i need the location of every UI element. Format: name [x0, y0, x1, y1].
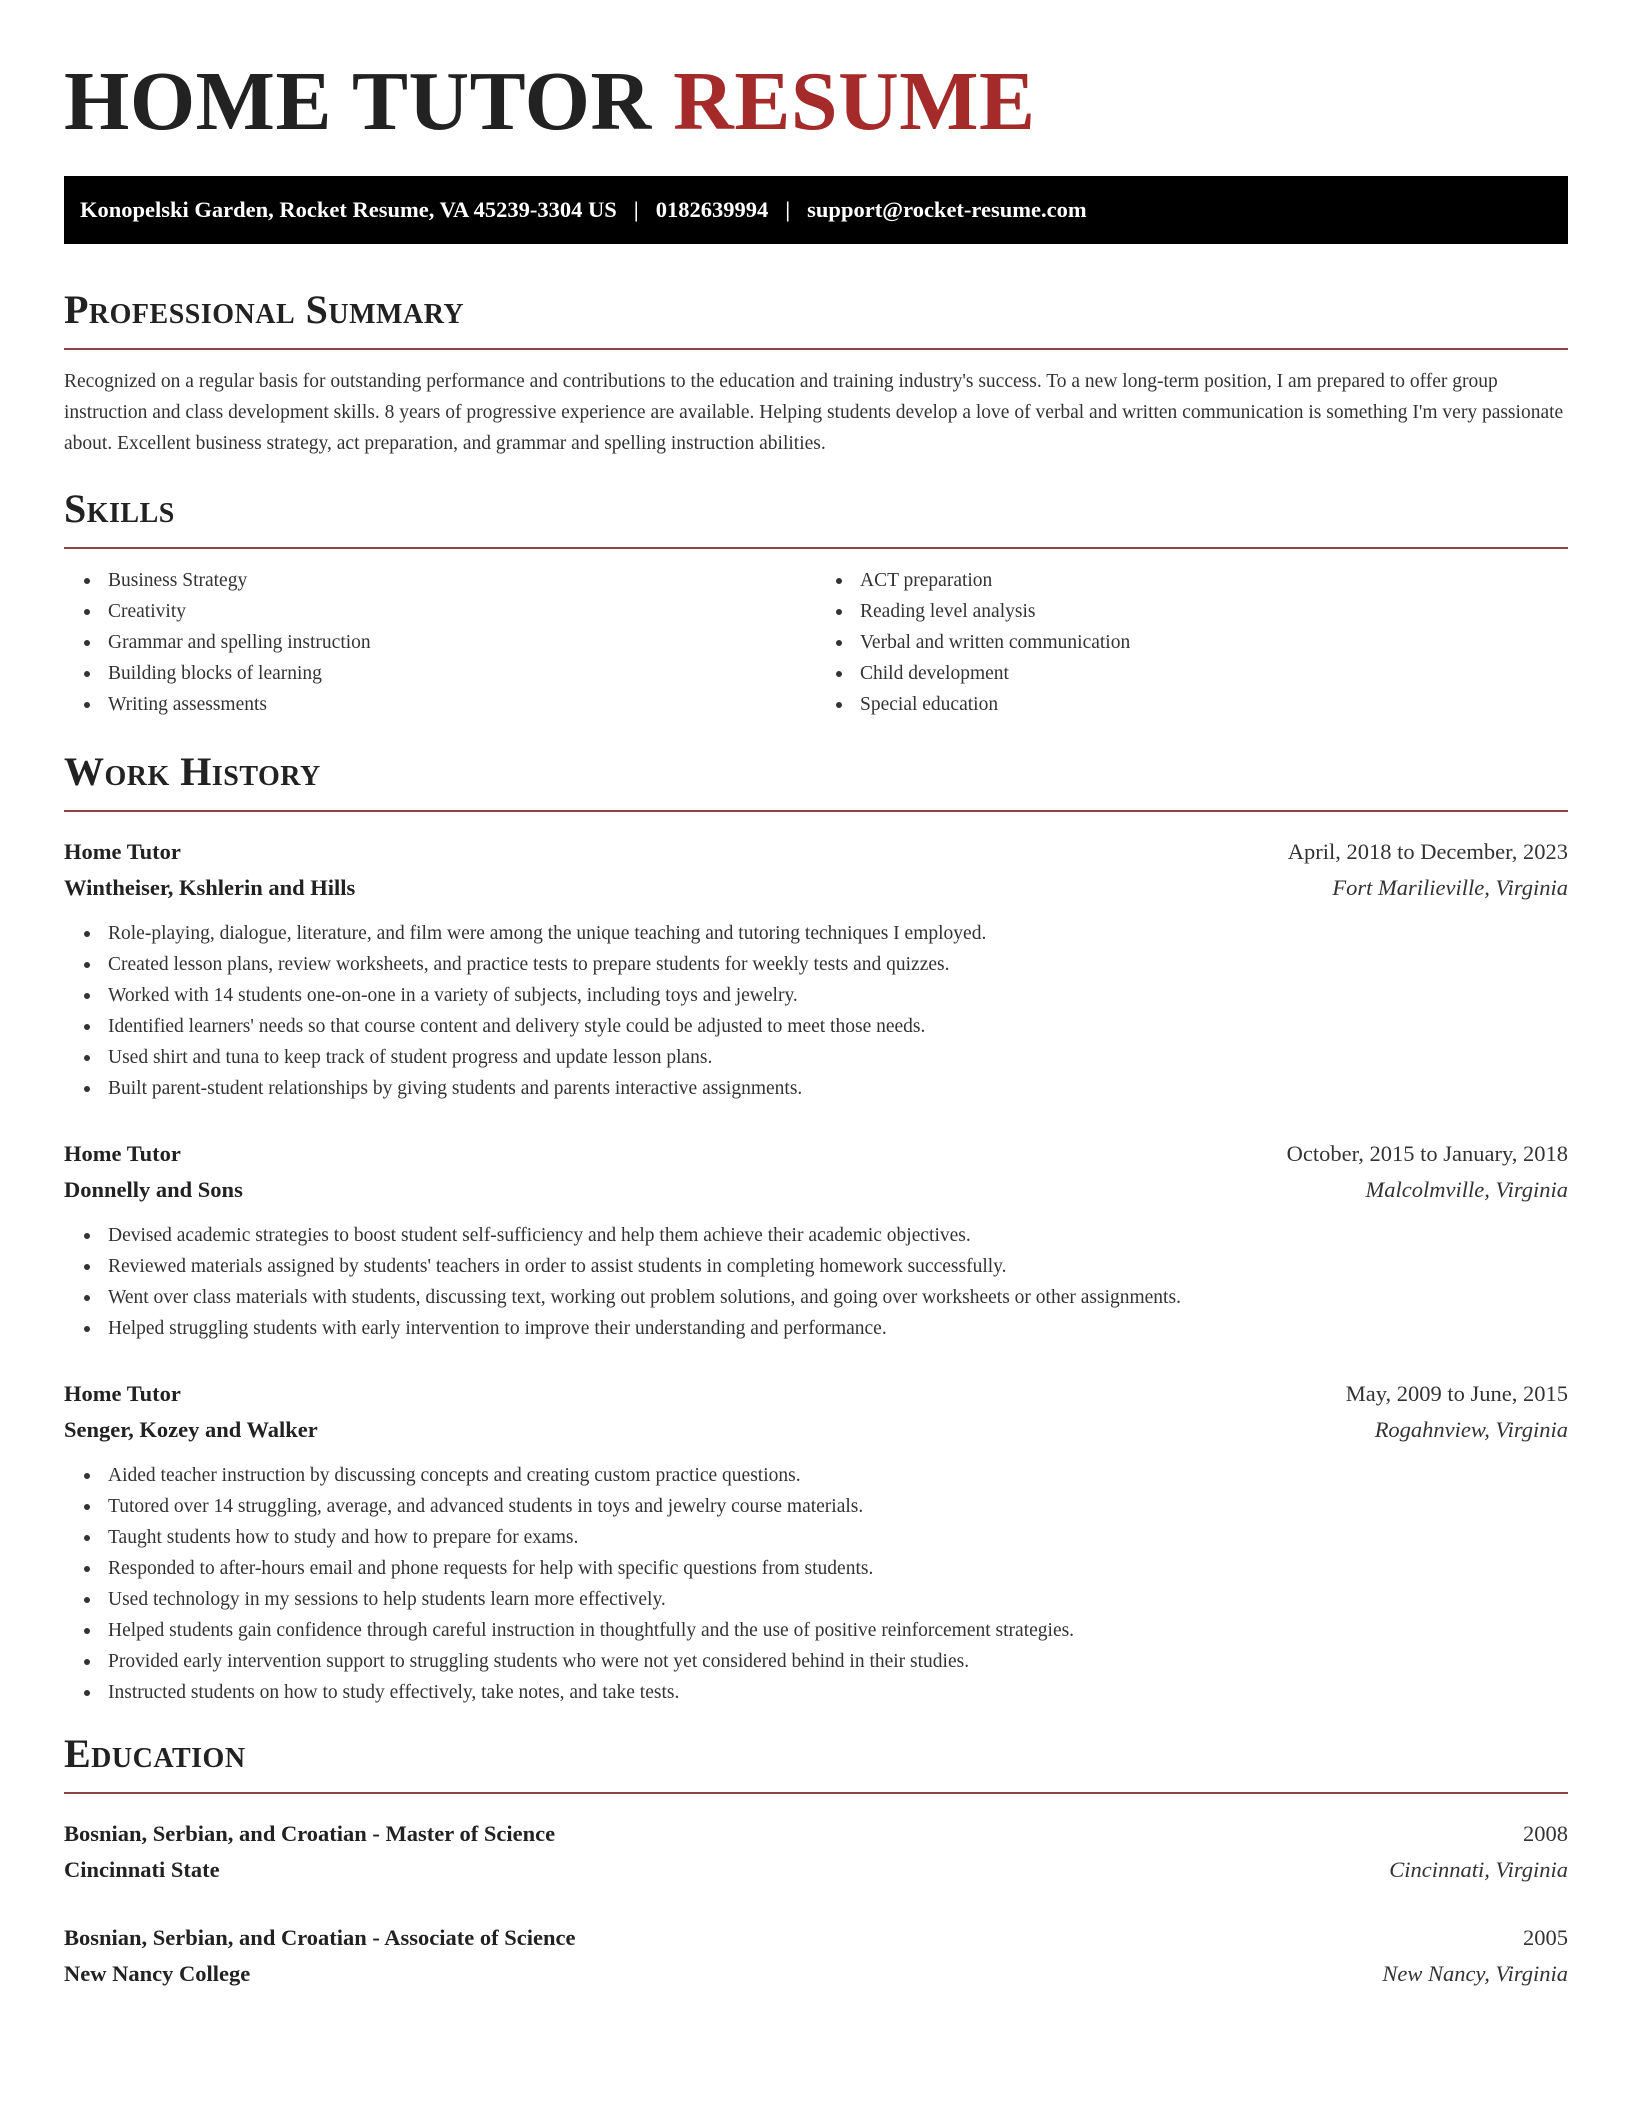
job-location: Fort Marilieville, Virginia: [1332, 875, 1568, 900]
skills-column-right: [816, 565, 1568, 720]
skill-item: Child development: [860, 658, 1568, 689]
contact-address: Konopelski Garden, Rocket Resume, VA 45239-3304 US: [80, 197, 617, 222]
graduation-year: 2005: [1523, 1925, 1568, 1950]
degree-name: Bosnian, Serbian, and Croatian - Associate of Science: [64, 1925, 576, 1950]
job-bullets: [64, 1220, 1568, 1344]
job-title: Home Tutor: [64, 1141, 181, 1166]
job-company-row: [64, 870, 1568, 906]
company-name: Senger, Kozey and Walker: [64, 1417, 318, 1442]
job-bullet: Aided teacher instruction by discussing concepts and creating custom practice questions.: [108, 1460, 1568, 1491]
skills-column-left: [64, 565, 816, 720]
education-header-row: [64, 1920, 1568, 1956]
contact-separator: |: [785, 197, 791, 222]
job-bullet: Built parent-student relationships by giving students and parents interactive assignments.: [108, 1073, 1568, 1104]
professional-summary-section: [64, 286, 1568, 459]
education-list: [64, 1816, 1568, 1992]
job-dates: April, 2018 to December, 2023: [1287, 839, 1568, 864]
job-title: Home Tutor: [64, 1381, 181, 1406]
school-location: Cincinnati, Virginia: [1389, 1857, 1568, 1882]
title-accent: RESUME: [673, 55, 1036, 148]
job-header-row: [64, 1136, 1568, 1172]
company-name: Donnelly and Sons: [64, 1177, 243, 1202]
resume-title: [64, 52, 1568, 152]
graduation-year: 2008: [1523, 1821, 1568, 1846]
job-bullet: Used shirt and tuna to keep track of student progress and update lesson plans.: [108, 1042, 1568, 1073]
contact-phone: 0182639994: [655, 197, 769, 222]
jobs-list: [64, 834, 1568, 1708]
section-heading: Work History: [64, 748, 1568, 812]
job-location: Malcolmville, Virginia: [1365, 1177, 1568, 1202]
job-bullets: [64, 918, 1568, 1104]
job-dates: October, 2015 to January, 2018: [1286, 1141, 1568, 1166]
summary-text: Recognized on a regular basis for outstanding performance and contributions to the education and training industry's success. To a new long-term position, I am prepared to offer group instruction and class development skills. 8 years of progressive experience are available. Helping students develop a love of verbal and written communication is something I'm very passionate about. Excellent business strategy, act preparation, and grammar and spelling instruction abilities.: [64, 371, 1564, 454]
job-bullet: Helped students gain confidence through careful instruction in thoughtfully and the use of positive reinforcement strategies.: [108, 1615, 1568, 1646]
job-entry: [64, 834, 1568, 1104]
skill-item: Verbal and written communication: [860, 627, 1568, 658]
job-bullet: Role-playing, dialogue, literature, and film were among the unique teaching and tutoring techniques I employed.: [108, 918, 1568, 949]
education-school-row: [64, 1956, 1568, 1992]
job-company-row: [64, 1172, 1568, 1208]
company-name: Wintheiser, Kshlerin and Hills: [64, 875, 356, 900]
contact-email: support@rocket-resume.com: [807, 197, 1087, 222]
skill-item: Creativity: [108, 596, 816, 627]
job-bullet: Created lesson plans, review worksheets, and practice tests to prepare students for weekly tests and quizzes.: [108, 949, 1568, 980]
job-bullet: Helped struggling students with early intervention to improve their understanding and performance.: [108, 1313, 1568, 1344]
job-title: Home Tutor: [64, 839, 181, 864]
section-heading: Professional Summary: [64, 286, 1568, 350]
education-entry: [64, 1816, 1568, 1888]
education-header-row: [64, 1816, 1568, 1852]
section-heading: Education: [64, 1730, 1568, 1794]
skill-item: Special education: [860, 689, 1568, 720]
job-entry: [64, 1376, 1568, 1708]
job-bullet: Went over class materials with students, discussing text, working out problem solutions, and going over worksheets or other assignments.: [108, 1282, 1568, 1313]
education-school-row: [64, 1852, 1568, 1888]
education-entry: [64, 1920, 1568, 1992]
job-bullet: Tutored over 14 struggling, average, and advanced students in toys and jewelry course materials.: [108, 1491, 1568, 1522]
job-bullet: Taught students how to study and how to prepare for exams.: [108, 1522, 1568, 1553]
job-bullet: Instructed students on how to study effectively, take notes, and take tests.: [108, 1677, 1568, 1708]
school-location: New Nancy, Virginia: [1382, 1961, 1568, 1986]
skill-item: Grammar and spelling instruction: [108, 627, 816, 658]
skill-item: ACT preparation: [860, 565, 1568, 596]
title-main: HOME TUTOR: [64, 55, 652, 148]
job-bullet: Identified learners' needs so that course content and delivery style could be adjusted to meet those needs.: [108, 1011, 1568, 1042]
job-bullet: Responded to after-hours email and phone requests for help with specific questions from students.: [108, 1553, 1568, 1584]
skills-grid: [64, 565, 1568, 720]
job-bullet: Worked with 14 students one-on-one in a variety of subjects, including toys and jewelry.: [108, 980, 1568, 1011]
school-name: Cincinnati State: [64, 1857, 220, 1882]
job-bullets: [64, 1460, 1568, 1708]
school-name: New Nancy College: [64, 1961, 251, 1986]
job-bullet: Used technology in my sessions to help students learn more effectively.: [108, 1584, 1568, 1615]
skill-item: Reading level analysis: [860, 596, 1568, 627]
job-company-row: [64, 1412, 1568, 1448]
skill-item: Business Strategy: [108, 565, 816, 596]
job-header-row: [64, 834, 1568, 870]
education-section: [64, 1730, 1568, 1992]
section-heading: Skills: [64, 485, 1568, 549]
job-bullet: Devised academic strategies to boost student self-sufficiency and help them achieve their academic objectives.: [108, 1220, 1568, 1251]
skill-item: Writing assessments: [108, 689, 816, 720]
contact-separator: |: [633, 197, 639, 222]
job-bullet: Provided early intervention support to struggling students who were not yet considered behind in their studies.: [108, 1646, 1568, 1677]
job-dates: May, 2009 to June, 2015: [1345, 1381, 1568, 1406]
skills-section: [64, 485, 1568, 720]
job-header-row: [64, 1376, 1568, 1412]
contact-bar: [64, 176, 1568, 244]
degree-name: Bosnian, Serbian, and Croatian - Master of Science: [64, 1821, 556, 1846]
work-history-section: [64, 748, 1568, 1708]
job-location: Rogahnview, Virginia: [1374, 1417, 1568, 1442]
job-bullet: Reviewed materials assigned by students' teachers in order to assist students in completing homework successfully.: [108, 1251, 1568, 1282]
skill-item: Building blocks of learning: [108, 658, 816, 689]
job-entry: [64, 1136, 1568, 1344]
